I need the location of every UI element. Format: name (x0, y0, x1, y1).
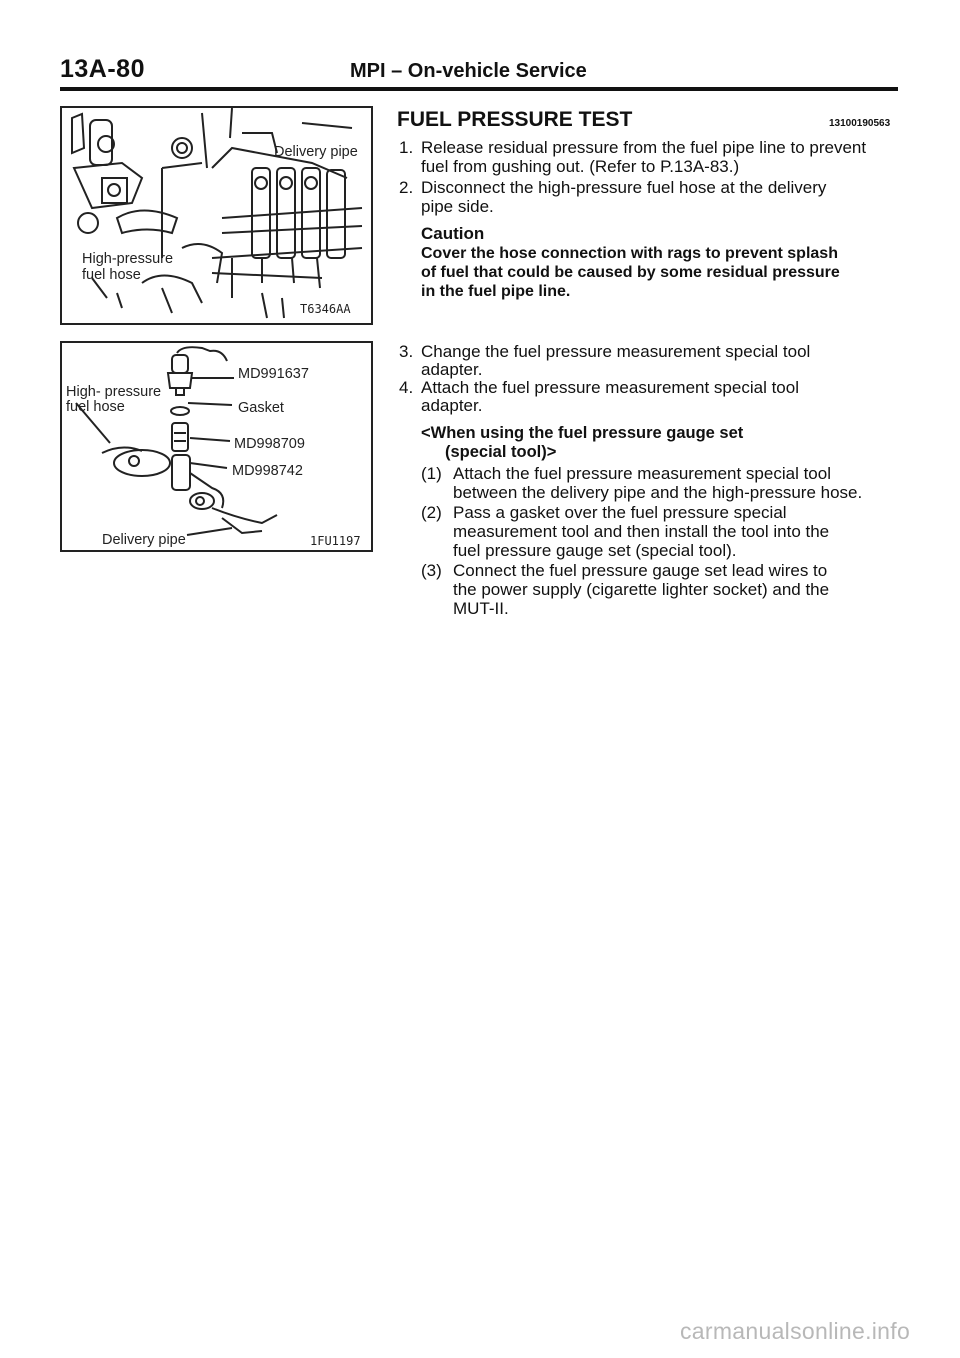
substep-text-line: Pass a gasket over the fuel pressure special (453, 503, 787, 522)
substep-text-line: Connect the fuel pressure gauge set lead wires to (453, 561, 828, 580)
caution-heading: Caution (421, 224, 485, 243)
step-text-line: adapter. (421, 360, 483, 379)
figure-engine-delivery-pipe (60, 106, 373, 325)
label-md998709: MD998709 (234, 436, 305, 452)
substep-text-line: between the delivery pipe and the high-pressure hose. (453, 483, 863, 502)
section-id: 13100190563 (829, 118, 891, 129)
caution-line: Cover the hose connection with rags to prevent splash (421, 245, 838, 262)
step-number: 4. (399, 378, 414, 397)
step-text-line: fuel from gushing out. (Refer to P.13A-83.) (421, 157, 740, 176)
label-delivery-pipe: Delivery pipe (102, 532, 186, 548)
label-md998742: MD998742 (232, 463, 303, 479)
step-text-line: pipe side. (421, 197, 494, 216)
step-number: 2. (399, 178, 414, 197)
substep-text-line: MUT-II. (453, 599, 509, 618)
step-text-line: Change the fuel pressure measurement special tool (421, 342, 811, 361)
watermark: carmanualsonline.info (680, 1318, 911, 1344)
substep-text-line: the power supply (cigarette lighter socket) and the (453, 580, 830, 599)
step-text-line: adapter. (421, 396, 483, 415)
section-title: FUEL PRESSURE TEST (397, 108, 633, 131)
label-high-pressure: High-pressure (82, 251, 174, 267)
figure-special-tool-adapter (60, 341, 373, 552)
caution-line: of fuel that could be caused by some residual pressure (421, 264, 840, 281)
page-header-title: MPI – On-vehicle Service (350, 60, 587, 82)
step-text-line: Release residual pressure from the fuel pipe line to prevent (421, 138, 867, 157)
figure-code: 1FU1197 (310, 534, 361, 548)
header-divider (60, 87, 898, 91)
substep-text-line: fuel pressure gauge set (special tool). (453, 541, 737, 560)
label-md991637: MD991637 (238, 366, 309, 382)
caution-line: in the fuel pipe line. (421, 283, 571, 300)
caution-text (421, 244, 896, 301)
subsection-heading: <When using the fuel pressure gauge set (421, 424, 744, 442)
substep-text-line: Attach the fuel pressure measurement special tool (453, 464, 831, 483)
label-high-pressure: High- pressure (66, 384, 162, 400)
step-number: 3. (399, 342, 414, 361)
substep-number: (2) (421, 503, 442, 522)
substep-number: (3) (421, 561, 442, 580)
step-text-line: Disconnect the high-pressure fuel hose at the delivery (421, 178, 827, 197)
label-gasket: Gasket (238, 400, 284, 416)
adapter-illustration (62, 343, 371, 550)
substep-text-line: measurement tool and then install the tool into the (453, 522, 830, 541)
step-text-line: Attach the fuel pressure measurement special tool (421, 378, 799, 397)
substep-number: (1) (421, 464, 442, 483)
label-fuel-hose: fuel hose (66, 399, 125, 415)
subsection-heading-cont: (special tool)> (445, 443, 557, 461)
page-number: 13A-80 (60, 55, 145, 83)
figure-code: T6346AA (300, 302, 351, 316)
label-fuel-hose: fuel hose (82, 267, 141, 283)
step-number: 1. (399, 138, 414, 157)
label-delivery-pipe: Delivery pipe (274, 144, 358, 160)
engine-illustration (62, 108, 371, 323)
